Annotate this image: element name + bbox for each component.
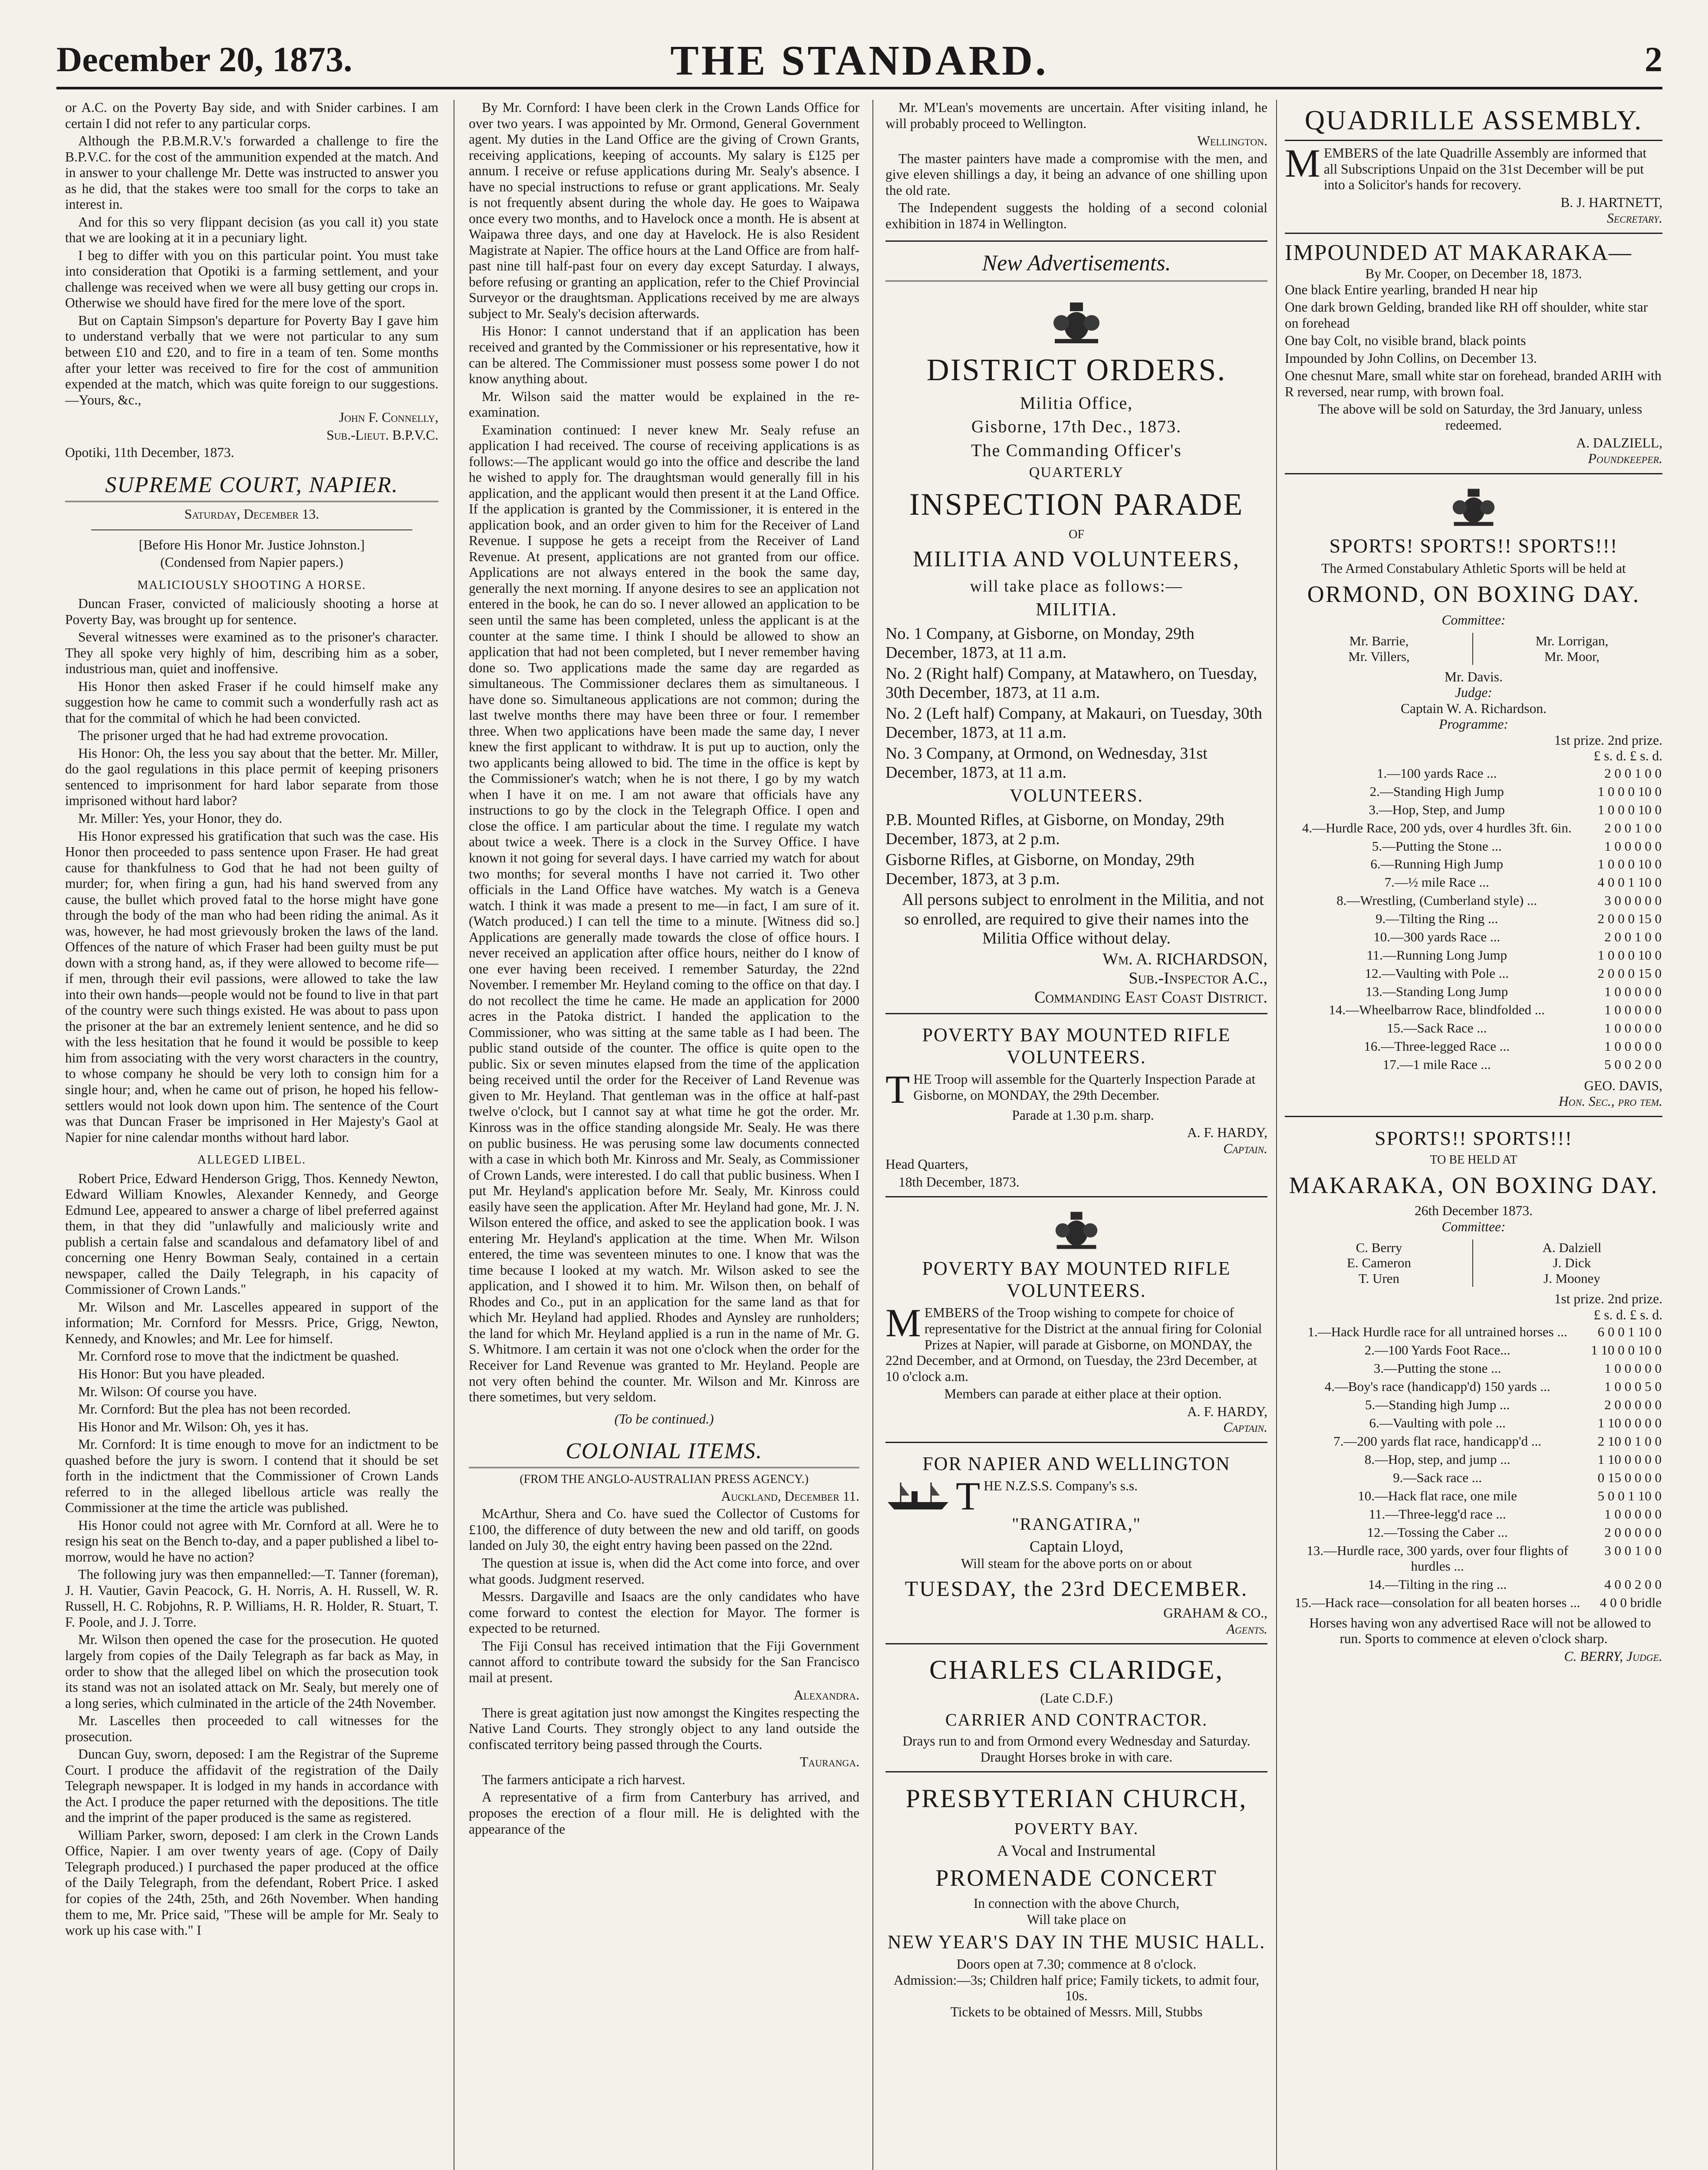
committee-member: J. Mooney [1543, 1271, 1600, 1286]
admission: Admission:—3s; Children half price; Family tickets, to admit four, 10s. [893, 1972, 1260, 2004]
signature: A. DALZIELL, [1576, 435, 1662, 450]
paragraph: Mr. Cornford rose to move that the indictment be quashed. [78, 1348, 399, 1364]
event-prizes: 1 10 0 0 0 0 [1597, 1452, 1662, 1467]
event-name: 13.—Hurdle race, 300 yards, over four flights of hurdles ... [1307, 1542, 1568, 1574]
committee-label: Committee: [1441, 612, 1506, 628]
court-source: (Condensed from Napier papers.) [160, 555, 343, 570]
dateline: Auckland, December 11. [721, 1488, 859, 1504]
event-prizes: 1 10 0 0 10 0 [1591, 1342, 1662, 1358]
event-prizes: 4 0 0 bridle [1599, 1595, 1662, 1610]
event-prizes: 1 0 0 0 0 0 [1604, 1039, 1662, 1054]
paragraph: Mr. Cornford: It is time enough to move for an indictment to be quashed before the jury is sworn. I contend that it should be set forth in the indictment that the Commissioner of Crown Lands referred to in the alleged libellous article was really the Commissioner at the time the article was published. [65, 1437, 438, 1516]
commanding-officer: The Commanding Officer's [971, 440, 1182, 460]
steamer-captain: Captain Lloyd, [1030, 1537, 1123, 1555]
committee-member: Mr. Lorrigan, [1535, 633, 1609, 648]
volunteers-heading: VOLUNTEERS. [1010, 786, 1143, 806]
event-prizes: 5 0 0 2 0 0 [1604, 1056, 1662, 1072]
event-prizes: 4 0 0 1 10 0 [1597, 875, 1662, 890]
event-prizes: 2 0 0 0 15 0 [1597, 911, 1662, 927]
signature-title: Hon. Sec., pro tem. [1558, 1094, 1662, 1109]
event-prizes: 1 0 0 0 10 0 [1597, 783, 1662, 799]
paragraph: A representative of a firm from Canterbury has arrived, and proposes the erection of a flour mill. He is delighted with the appearance of the [469, 1789, 859, 1837]
column-2 [469, 100, 859, 2170]
event-prizes: 6 0 0 1 10 0 [1597, 1324, 1662, 1340]
event-prizes: 1 0 0 0 0 0 [1604, 1506, 1662, 1522]
issue-date: December 20, 1873. [56, 39, 352, 79]
event-name: 14.—Tilting in the ring ... [1368, 1576, 1507, 1592]
royal-crest-icon [1450, 486, 1497, 529]
committee-member: C. Berry [1356, 1240, 1402, 1255]
event-prizes: 2 0 0 0 15 0 [1597, 966, 1662, 981]
dateline: Opotiki, 11th December, 1873. [65, 445, 234, 460]
parade-time: Parade at 1.30 p.m. sharp. [1012, 1107, 1154, 1123]
quarterly-label: QUARTERLY [1029, 464, 1124, 481]
event-prizes: 2 0 0 1 0 0 [1604, 765, 1662, 781]
column-rule [872, 100, 873, 2170]
masthead [56, 35, 1662, 89]
committee-list [1285, 1239, 1662, 1288]
page-number: 2 [1645, 39, 1662, 79]
event-name: 11.—Three-legg'd race ... [1369, 1506, 1506, 1522]
news-source: (FROM THE ANGLO-AUSTRALIAN PRESS AGENCY.) [520, 1473, 809, 1486]
event-name: 1.—Hack Hurdle race for all untrained horses ... [1307, 1324, 1567, 1340]
ad-steamer [885, 1442, 1267, 1637]
presbyterian-title: PRESBYTERIAN CHURCH, [905, 1784, 1247, 1813]
programme-row [1285, 1542, 1662, 1575]
event-name: 4.—Hurdle Race, 200 yds, over 4 hurdles 3ft. 6in. [1302, 820, 1572, 835]
militia-company: No. 2 (Right half) Company, at Matawhero, on Tuesday, 30th December, 1873, at 11 a.m. [885, 664, 1257, 702]
poverty-bay-label: POVERTY BAY. [1014, 1819, 1139, 1838]
makaraka-boxing-day: MAKARAKA, ON BOXING DAY. [1289, 1172, 1659, 1198]
quadrille-title: QUADRILLE ASSEMBLY. [1285, 104, 1662, 141]
programme-row [1285, 837, 1662, 855]
programme-row [1285, 964, 1662, 983]
event-name: 7.—200 yards flat race, handicapp'd ... [1333, 1434, 1542, 1449]
militia-volunteers-title: MILITIA AND VOLUNTEERS, [912, 546, 1241, 572]
will-take-place: will take place as follows:— [970, 577, 1183, 595]
steamer-name: "RANGATIRA," [1012, 1514, 1141, 1534]
section-title-colonial-items: COLONIAL ITEMS. [469, 1438, 859, 1468]
dateline: Tauranga. [800, 1754, 859, 1770]
programme-row [1285, 1359, 1662, 1378]
ad-claridge [885, 1643, 1267, 1765]
section-title-supreme-court: SUPREME COURT, NAPIER. [65, 472, 438, 502]
quadrille-notice: EMBERS of the late Quadrille Assembly are informed that all Subscriptions Unpaid on the 31st December will be put into a Solicitor's hands for recovery. [1323, 145, 1647, 193]
programme-row [1285, 891, 1662, 910]
event-prizes: 1 0 0 0 0 0 [1604, 984, 1662, 1000]
militia-office: Militia Office, [1020, 393, 1133, 413]
prize-units: £ s. d. £ s. d. [1593, 1307, 1662, 1322]
claridge-late: (Late C.D.F.) [1040, 1690, 1113, 1706]
pbmr-option: Members can parade at either place at their option. [944, 1386, 1222, 1402]
signature: C. BERRY, Judge. [1564, 1648, 1662, 1664]
event-prizes: 1 0 0 0 0 0 [1604, 838, 1662, 854]
event-prizes: 2 0 0 1 0 0 [1604, 929, 1662, 945]
paragraph: His Honor expressed his gratification that such was the case. His Honor then proceeded to pass sentence upon Fraser. He had great cause for thankfulness to God that he had not been guilty of murder; for, when firing a gun, had his hand swerved from any cause, the bullet which proved fatal to the horse might have gone through the body of the man who had been riding the animal. As it was, however, he had most grievously broken the laws of the land. Offences of the nature of which Fraser had been guilty must be put down with a strong hand, as, if they were allowed to become rife—if men, through their evil passions, were allowed to take the law into their own hands—people would not be found to live in that part of the country were such things existed. He was about to pass upon the prisoner at the bar an extremely lenient sentence, and he did so with the less hesitation that he found it would be possible to keep him from associating with the very worst characters in the country, to whose company he should be very loth to consign him for a single hour; and, when he came out of prison, he hoped his fellow-settlers would not look down upon him. The sentence of the Court was that Duncan Fraser be imprisoned in Her Majesty's Gaol at Napier for nine calendar months without hard labor. [65, 828, 438, 1145]
prize-header: 1st prize. 2nd prize. [1554, 1291, 1662, 1307]
sports-title: SPORTS!! SPORTS!!! [1374, 1127, 1573, 1149]
paragraph: The farmers anticipate a rich harvest. [482, 1772, 685, 1787]
programme-row [1285, 1019, 1662, 1037]
will-take-place-on: Will take place on [1027, 1911, 1126, 1927]
event-name: 2.—Standing High Jump [1369, 783, 1504, 799]
signature-title: Commanding East Coast District. [1034, 988, 1267, 1006]
programme-row [1285, 1469, 1662, 1487]
connection-label: In connection with the above Church, [973, 1896, 1180, 1911]
event-prizes: 3 0 0 0 0 0 [1604, 893, 1662, 908]
claridge-title: CHARLES CLARIDGE, [929, 1655, 1224, 1685]
paragraph: I beg to differ with you on this particular point. You must take into consideration that Opotiki is a farming settlement, and your challenge was received when we were all busy getting our crops in. Otherwise we should have fired for the mere love of the sport. [65, 247, 438, 311]
event-name: 9.—Sack race ... [1393, 1470, 1482, 1486]
drays-notice: Drays run to and from Ormond every Wednesday and Saturday. [902, 1733, 1251, 1749]
programme-row [1285, 1037, 1662, 1055]
paragraph: Messrs. Dargaville and Isaacs are the only candidates who have come forward to contest the election for Mayor. The former is expected to be returned. [469, 1589, 859, 1636]
pbmr-notice: EMBERS of the Troop wishing to compete for choice of representative for the District at the annual firing for Colonial Prizes at Napier, will parade at Gisborne, on MONDAY, the 22nd December, and at Ormond, on Tuesday, the 23rd December, at 10 o'clock a.m. [885, 1305, 1262, 1384]
militia-date: Gisborne, 17th Dec., 1873. [971, 417, 1182, 437]
event-prizes: 2 10 0 1 0 0 [1597, 1434, 1662, 1449]
drop-cap: T [956, 1473, 981, 1518]
judge-label: Judge: [1455, 685, 1492, 700]
steamer-company: HE N.Z.S.S. Company's s.s. [984, 1478, 1138, 1493]
programme-row [1285, 1487, 1662, 1505]
committee-label: Committee: [1441, 1219, 1506, 1234]
paragraph: Examination continued: I never knew Mr. Sealy refuse an application I had received. The course of receiving applications is as follows:—The applicant would go into the office and describe the land he wished to apply for. The draughtsman would generally fill in his application, and the applicant would then present it at the Land Office. If the application is granted by the Commissioner, it is entered in the application book, and an order given to him for the Receiver of Land Revenue. I suppose he gets a receipt from the Receiver of Land Revenue. At present, applications are not granted from our office. Applications are not always entered in the book the same day, generally the next morning. If anyone desires to see an application not entered in the book, he can do so. I never allowed an application to be seen until the same has been completed, unless the applicant is at the counter at the same time. I think I should be allowed to show an application that had not been completed, but I never remember having done so. Two applications made the same day are regarded as simultaneous. The Commissioner declares them as simultaneous. I have done so. Simultaneous applications are not common; during the last twelve months there may have been three or four. I remember three. When two applications have been made the same day, I never knew the first applicant to withdraw. It is put up to auction, only the two applicants being allowed to bid. The time in the office is kept by the Commissioner's watch; when he is not there, I go by my watch when I have it on me. I am not aware that officials have any instructions to go by the clock in the Telegraph Office. I open and close the office. I am particular about the time. I regulate my watch about twice a week. There is a clock in the Survey Office. I have known it not going for several days. I have carried my watch for about two months; for several months I have not carried it. Two other officials in the Land Office have watches. My watch is a Geneva watch. I think it was made a present to me—in fact, I am sure of it. (Watch produced.) I can tell the time to a minute. [Witness did so.] Applications are generally made towards the close of office hours. I never received an application after office hours, neither do I know of one ever having been received. I remember Saturday, the 22nd November. I remember Mr. Heyland coming to the office on that day. I do not recollect the time he came. He made an application for 2000 acres in the Patoka district. I handed the application to the Commissioner, who was sitting at the same table as I had been. The public stand outside of the counter. The office is quite open to the public. Six or seven minutes elapsed from the time of the application being received until the order for the Receiver of Land Revenue was given to Mr. Heyland. That gentleman was in the office at half-past twelve o'clock, but I cannot say at what time he got the order. Mr. Kinross was in the office standing alongside Mr. Sealy. He was there on public business. He was perusing some law documents connected with a case in which both Mr. Kinross and Mr. Sealy, as Commissioner of Crown Lands, were interested. I do call that public business. When I put Mr. Heyland's application before Mr. Sealy, Mr. Kinross could easily have seen the application. After Mr. Heyland had gone, Mr. J. N. Wilson entered the office, and asked to see the application book. I was entering Mr. Heyland's application at the time. When Mr. Wilson entered, the time was seventeen minutes to one. I know that was the time because I looked at my watch. Mr. Wilson asked to see the application, and I showed it to him. Mr. Wilson then, on behalf of Rhodes and Co., put in an application for the same land as that for which Mr. Heyland had applied. Rhodes and Aynsley are runholders; the land for which Mr. Heyland applied is a run in the name of Mr. G. S. Whitmore. I am certain it was not one o'clock when the order for the Receiver for Land Revenue was granted to Mr. Heyland. People are not very often behind the counter. Mr. Wilson and Mr. Kinross are there sometimes, but very seldom. [469, 422, 859, 1405]
paragraph: or A.C. on the Poverty Bay side, and with Snider carbines. I am certain I did not refer to any particular corps. [65, 100, 438, 131]
volunteer-unit: Gisborne Rifles, at Gisborne, on Monday, 29th December, 1873, at 3 p.m. [885, 851, 1195, 888]
judge-name: Captain W. A. Richardson. [1401, 700, 1547, 716]
paragraph: The master painters have made a compromise with the men, and give eleven shillings a day, it being an advance of one shilling upon the old rate. [885, 151, 1267, 198]
programme-row [1285, 764, 1662, 783]
paragraph: And for this so very flippant decision (as you call it) you state that we are looking at it in a pecuniary light. [65, 214, 438, 246]
paragraph: By Mr. Cornford: I have been clerk in the Crown Lands Office for over two years. I was appointed by Mr. Ormond, General Government agent. My duties in the Land Office are the giving of Crown Grants, receiving applications, keeping of accounts. My salary is £125 per annum. I receive or refuse applications during Mr. Sealy's absence. I have no special instructions to refuse or grant applications. Mr. Sealy is not frequently absent during the whole day. He goes to Waipawa once every two months, and to Havelock once a month. He is absent at Waipawa three days, and one day at Havelock. He is also Resident Magistrate at Napier. The office hours at the Land Office are from half-past nine till half-past four on every day except Saturday. I always, before refusing or granting an application, refer to the Chief Provincial Surveyor or the draughtsman. Applications received by me are always subject to Mr. Sealy's decision afterwards. [469, 100, 859, 321]
event-name: 10.—Hack flat race, one mile [1358, 1488, 1517, 1503]
volunteer-unit: P.B. Mounted Rifles, at Gisborne, on Monday, 29th December, 1873, at 2 p.m. [885, 811, 1224, 848]
programme-row [1285, 855, 1662, 873]
column-4 [1285, 100, 1662, 2170]
programme-row [1285, 1001, 1662, 1019]
event-name: 9.—Tilting the Ring ... [1376, 911, 1498, 927]
event-prizes: 1 0 0 0 0 0 [1604, 1361, 1662, 1376]
ad-ormond-sports [1285, 473, 1662, 1110]
paragraph: Mr. Lascelles then proceeded to call witnesses for the prosecution. [65, 1713, 438, 1744]
prize-units: £ s. d. £ s. d. [1593, 748, 1662, 764]
drop-cap: P [935, 1864, 950, 1891]
dateline: Wellington. [1197, 133, 1267, 149]
event-prizes: 4 0 0 2 0 0 [1604, 1576, 1662, 1592]
event-name: 16.—Three-legged Race ... [1364, 1039, 1510, 1054]
impounded-animal: One dark brown Gelding, branded like RH off shoulder, white star on forehead [1285, 299, 1648, 331]
militia-company: No. 1 Company, at Gisborne, on Monday, 29th December, 1873, at 11 a.m. [885, 624, 1195, 662]
signature-title: Poundkeeper. [1588, 451, 1662, 467]
drop-cap: T [885, 1067, 910, 1111]
paragraph: The prisoner urged that he had had extreme provocation. [78, 728, 388, 743]
divider [91, 529, 412, 530]
drop-cap: M [885, 1301, 921, 1345]
programme-table [1285, 1323, 1662, 1611]
event-name: 4.—Boy's race (handicapp'd) 150 yards ... [1324, 1379, 1550, 1394]
ad-pbmr-parade [885, 1013, 1267, 1190]
steamship-icon [885, 1478, 951, 1513]
event-name: 1.—100 yards Race ... [1377, 765, 1497, 781]
committee-member: Mr. Villers, [1348, 648, 1410, 664]
court-judge: [Before His Honor Mr. Justice Johnston.] [138, 537, 365, 552]
paragraph: McArthur, Shera and Co. have sued the Collector of Customs for £100, the difference of duty between the new and old tariff, on goods landed on July 30, the eight entry having been passed on the 22nd. [469, 1506, 859, 1553]
divider [885, 240, 1267, 242]
signature: B. J. HARTNETT, [1560, 194, 1662, 210]
ad-makaraka-sports [1285, 1116, 1662, 1664]
enrolment-notice: All persons subject to enrolment in the Militia, and not so enrolled, are required to give their names into the Militia Office without delay. [902, 891, 1264, 947]
event-name: 13.—Standing Long Jump [1366, 984, 1508, 1000]
event-name: 12.—Tossing the Caber ... [1367, 1524, 1508, 1540]
steamer-title: FOR NAPIER AND WELLINGTON [922, 1453, 1231, 1474]
of-label: OF [1069, 528, 1084, 542]
paragraph: Several witnesses were examined as to the prisoner's character. They all spoke very highly of him, describing him as a sober, industrious man, quiet and inoffensive. [65, 629, 438, 677]
sale-notice: The above will be sold on Saturday, the 3rd January, unless redeemed. [1318, 401, 1642, 433]
impounded-animal: One black Entire yearling, branded H near hip [1285, 282, 1538, 297]
committee-member: A. Dalziell [1542, 1240, 1602, 1255]
paragraph: His Honor and Mr. Wilson: Oh, yes it has. [78, 1419, 309, 1434]
new-advertisements-heading: New Advertisements. [885, 250, 1267, 281]
event-prizes: 2 0 0 0 0 0 [1604, 1397, 1662, 1413]
committee-member: Mr. Moor, [1544, 648, 1600, 664]
programme-row [1285, 1594, 1662, 1612]
column-3 [885, 100, 1267, 2170]
programme-row [1285, 910, 1662, 928]
event-name: 7.—½ mile Race ... [1384, 875, 1489, 890]
head-quarters: Head Quarters, [885, 1157, 968, 1172]
pbmr-title: POVERTY BAY MOUNTED RIFLE VOLUNTEERS. [922, 1024, 1231, 1068]
programme-row [1285, 1341, 1662, 1359]
impounded-title: MPOUNDED AT MAKARAKA— [1293, 240, 1632, 265]
paragraph: Although the P.B.M.R.V.'s forwarded a challenge to fire the B.P.V.C. for the cost of the ammunition expended at the match. And in answer to your challenge Mr. Dette was instructed to answer you as he did, that the stakes were too small for the corps to take an interest in. [65, 133, 438, 212]
programme-row [1285, 1323, 1662, 1341]
paragraph: The following jury was then empannelled:—T. Tanner (foreman), J. H. Vautier, Gavin Peacock, G. H. Norris, A. H. Russell, W. R. Russell, H. C. Robjohns, R. P. Williams, H. R. Holder, R. Stuart, T. F. Poole, and J. J. Torre. [65, 1567, 438, 1630]
tickets-notice: Tickets to be obtained of Messrs. Mill, Stubbs [950, 2004, 1203, 2019]
paragraph: Mr. Wilson and Mr. Lascelles appeared in support of the information; Mr. Cornford for Messrs. Price, Grigg, Newton, Kennedy, and Knowles; and Mr. Lee for himself. [65, 1299, 438, 1346]
committee-member: Mr. Davis. [1445, 669, 1503, 684]
drop-cap: I [1285, 240, 1293, 265]
event-prizes: 1 10 0 0 0 0 [1597, 1415, 1662, 1431]
impounded-by: By Mr. Cooper, on December 18, 1873. [1365, 266, 1582, 282]
new-year-title: NEW YEAR'S DAY IN THE MUSIC HALL. [887, 1931, 1266, 1953]
programme-row [1285, 1505, 1662, 1523]
paragraph: The Independent suggests the holding of a second colonial exhibition in 1874 in Wellington. [885, 200, 1267, 231]
dateline: Alexandra. [793, 1687, 859, 1703]
signature: John F. Connelly, [339, 410, 438, 425]
programme-row [1285, 1450, 1662, 1469]
event-name: 10.—300 yards Race ... [1373, 929, 1501, 945]
sports-title: SPORTS! SPORTS!! SPORTS!!! [1329, 534, 1618, 557]
paragraph: Mr. M'Lean's movements are uncertain. After visiting inland, he will probably proceed to Wellington. [885, 100, 1267, 131]
pbmr-notice: HE Troop will assemble for the Quarterly Inspection Parade at Gisborne, on MONDAY, the 29th December. [913, 1071, 1256, 1103]
column-rule [1276, 100, 1277, 2170]
ad-presbyterian-concert [885, 1771, 1267, 2020]
paragraph: Robert Price, Edward Henderson Grigg, Thos. Kennedy Newton, Edward William Knowles, Alexander Kennedy, and George Edmund Lee, appeared to answer a charge of libel preferred against them, in that they did "unlawfully and maliciously write and publish a certain false and scandalous and defamatory libel of and concerning one Henry Bowman Sealy, contained in a certain newspaper, called the Daily Telegraph, in his capacity of Commissioner of Crown Lands." [65, 1170, 438, 1297]
event-prizes: 1 0 0 0 10 0 [1597, 802, 1662, 817]
paragraph: His Honor: I cannot understand that if an application has been received and granted by the Commissioner or his representative, how it can be altered. The Commissioner must possess some power I do not know anything about. [469, 323, 859, 387]
paragraph: The question at issue is, when did the Act come into force, and over what goods. Judgment reserved. [469, 1555, 859, 1587]
event-name: 14.—Wheelbarrow Race, blindfolded ... [1329, 1002, 1545, 1018]
event-prizes: 2 0 0 1 0 0 [1604, 820, 1662, 835]
event-prizes: 3 0 0 1 0 0 [1604, 1542, 1662, 1558]
paragraph: Mr. Miller: Yes, your Honor, they do. [78, 810, 283, 826]
horses-notice: Draught Horses broke in with care. [980, 1749, 1173, 1765]
pbmr-title: POVERTY BAY MOUNTED RIFLE VOLUNTEERS. [922, 1258, 1231, 1302]
event-prizes: 1 0 0 0 10 0 [1597, 947, 1662, 963]
programme-row [1285, 1414, 1662, 1432]
steamer-notice: Will steam for the above ports on or about [961, 1555, 1192, 1571]
ad-pbmr-prizes [885, 1196, 1267, 1435]
signature-title: Captain. [1223, 1420, 1267, 1435]
event-name: 3.—Hop, Step, and Jump [1369, 802, 1505, 817]
event-name: 11.—Running Long Jump [1366, 947, 1507, 963]
programme-row [1285, 1432, 1662, 1450]
programme-table [1285, 764, 1662, 1074]
paragraph: William Parker, sworn, deposed: I am clerk in the Crown Lands Office, Napier. I am over twenty years of age. (Copy of Daily Telegraph produced.) I purchased the paper produced at the office of the Daily Telegraph, from the defendant, Robert Price. I asked for copies of the 24th, 25th, and 26th November. When handing them to me, Mr. Price said, "These will be ample for Mr. Sealy to work up his case with." I [65, 1827, 438, 1938]
subheading: MALICIOUSLY SHOOTING A HORSE. [137, 578, 366, 592]
prize-header: 1st prize. 2nd prize. [1554, 732, 1662, 748]
programme-row [1285, 1523, 1662, 1542]
paragraph: Mr. Cornford: But the plea has not been recorded. [78, 1401, 351, 1417]
committee-member: E. Cameron [1346, 1255, 1412, 1271]
programme-row [1285, 801, 1662, 819]
programme-row [1285, 873, 1662, 891]
event-name: 6.—Vaulting with pole ... [1369, 1415, 1506, 1431]
programme-row [1285, 783, 1662, 801]
to-be-held: TO BE HELD AT [1430, 1153, 1517, 1167]
paragraph: His Honor then asked Fraser if he could himself make any suggestion how he came to commit such a wonderfully rash act as that for the commital of which he had been convicted. [65, 678, 438, 726]
ad-district-orders [885, 288, 1267, 1007]
signature: A. F. HARDY, [1187, 1404, 1267, 1419]
signature-title: Sub.-Inspector A.C., [1129, 969, 1267, 987]
subheading: ALLEGED LIBEL. [197, 1153, 306, 1167]
militia-company: No. 3 Company, at Ormond, on Wednesday, 31st December, 1873, at 11 a.m. [885, 744, 1208, 782]
committee-list [1285, 632, 1662, 666]
doors-time: Doors open at 7.30; commence at 8 o'clock. [956, 1956, 1197, 1972]
signature: A. F. HARDY, [1187, 1125, 1267, 1141]
armed-constabulary: The Armed Constabulary Athletic Sports will be held at [1321, 560, 1626, 576]
impounded-animal: One chesnut Mare, small white star on forehead, branded ARIH with R reversed, near rump, with brown foal. [1285, 368, 1662, 399]
column-1 [65, 100, 438, 2170]
event-name: 3.—Putting the stone ... [1373, 1361, 1501, 1376]
event-name: 8.—Wrestling, (Cumberland style) ... [1336, 893, 1537, 908]
vocal-label: A Vocal and Instrumental [997, 1841, 1156, 1859]
event-name: 5.—Putting the Stone ... [1372, 838, 1502, 854]
inspection-parade-title: INSPECTION PARADE [909, 487, 1244, 522]
event-name: 12.—Vaulting with Pole ... [1365, 966, 1509, 981]
drop-cap: M [1285, 141, 1320, 186]
continued-note: (To be continued.) [614, 1411, 714, 1427]
signature: GRAHAM & CO., [1163, 1605, 1267, 1621]
event-prizes: 1 0 0 0 0 0 [1604, 1002, 1662, 1018]
ad-impounded [1285, 233, 1662, 467]
royal-crest-icon [1050, 299, 1102, 347]
committee-member: J. Dick [1553, 1255, 1591, 1271]
ormond-boxing-day: ORMOND, ON BOXING DAY. [1307, 581, 1640, 608]
paragraph: Duncan Guy, sworn, deposed: I am the Registrar of the Supreme Court. I produce the affidavit of the registration of the Daily Telegraph newspaper. It is lodged in my hands in accordance with the Act. I produce the paper returned with the depositions. The title and the imprint of the paper produced is the same as registered. [65, 1746, 438, 1825]
militia-company: No. 2 (Left half) Company, at Makauri, on Tuesday, 30th December, 1873, at 11 a.m. [885, 704, 1262, 742]
event-date: 26th December 1873. [1414, 1203, 1533, 1219]
signature: Wm. A. RICHARDSON, [1102, 950, 1267, 968]
royal-crest-icon [1053, 1209, 1100, 1252]
event-prizes: 1 0 0 0 10 0 [1597, 856, 1662, 872]
programme-row [1285, 946, 1662, 964]
paragraph: The Fiji Consul has received intimation that the Fiji Government cannot afford to contribute toward the subsidy for the San Francisco mail at present. [469, 1638, 859, 1685]
paragraph: Mr. Wilson: Of course you have. [78, 1384, 257, 1399]
event-prizes: 1 0 0 0 0 0 [1604, 1020, 1662, 1036]
event-name: 6.—Running High Jump [1370, 856, 1504, 872]
event-name: 17.—1 mile Race ... [1382, 1056, 1491, 1072]
head-quarters-date: 18th December, 1873. [898, 1174, 1020, 1190]
signature-title: Captain. [1223, 1141, 1267, 1156]
horses-note: Horses having won any advertised Race will not be allowed to run. Sports to commence at eleven o'clock sharp. [1309, 1615, 1651, 1647]
newspaper-title: THE STANDARD. [670, 37, 1049, 84]
paragraph: His Honor could not agree with Mr. Cornford at all. Were he to resign his seat on the Bench to-day, and a paper published a libel to-morrow, would he have no action? [65, 1517, 438, 1565]
steamer-date: TUESDAY, the 23rd DECEMBER. [905, 1576, 1248, 1601]
committee-member: Mr. Barrie, [1349, 633, 1409, 648]
signature-title: Sub.-Lieut. B.P.V.C. [326, 427, 438, 443]
event-name: 2.—100 Yards Foot Race... [1364, 1342, 1511, 1358]
event-name: 15.—Hack race—consolation for all beaten horses ... [1294, 1595, 1580, 1610]
paragraph: His Honor: Oh, the less you say about that the better. Mr. Miller, do the gaol regulations in this place permit of keeping prisoners sentenced to imprisonment for hard labor separate from those imprisoned without hard labor? [65, 745, 438, 809]
programme-label: Programme: [1439, 717, 1508, 732]
carrier-title: CARRIER AND CONTRACTOR. [945, 1710, 1208, 1729]
paragraph: Mr. Wilson then opened the case for the prosecution. He quoted largely from copies of the Daily Telegraph as far back as May, in order to show that the alleged libel on which the prosecution took its stand was not an isolated attack on Mr. Sealy, but merely one of a long series, which culminated in the article of the 24th November. [65, 1632, 438, 1711]
programme-row [1285, 1396, 1662, 1414]
impounded-animal: One bay Colt, no visible brand, black points [1285, 333, 1526, 349]
promenade-title: ROMENADE CONCERT [950, 1864, 1218, 1891]
event-name: 15.—Sack Race ... [1386, 1020, 1487, 1036]
programme-row [1285, 1575, 1662, 1594]
paragraph: But on Captain Simpson's departure for Poverty Bay I gave him to understand verbally that we were not particular to any sum between £10 and £20, and to fire in a team of ten. Some months after your letter was received to fire for the cost of ammunition expended at the match, which was quite foreign to our suggestions.—Yours, &c., [65, 312, 438, 408]
paragraph: There is great agitation just now amongst the Kingites respecting the Native Land Courts. They strongly object to any land outside the confiscated territory being passed through the Courts. [469, 1705, 859, 1752]
paragraph: Duncan Fraser, convicted of maliciously shooting a horse at Poverty Bay, was brought up for sentence. [65, 596, 438, 627]
event-prizes: 2 0 0 0 0 0 [1604, 1524, 1662, 1540]
programme-row [1285, 1055, 1662, 1074]
paragraph: His Honor: But you have pleaded. [78, 1366, 265, 1381]
committee-member: T. Uren [1358, 1271, 1400, 1286]
event-name: 5.—Standing high Jump ... [1365, 1397, 1510, 1413]
programme-row [1285, 1378, 1662, 1396]
event-prizes: 5 0 0 1 10 0 [1597, 1488, 1662, 1503]
signature-title: Secretary. [1607, 210, 1662, 226]
event-name: 8.—Hop, step, and jump ... [1364, 1452, 1511, 1467]
programme-row [1285, 983, 1662, 1001]
signature: GEO. DAVIS, [1584, 1078, 1662, 1093]
district-orders-title: DISTRICT ORDERS. [926, 352, 1227, 387]
event-prizes: 0 15 0 0 0 0 [1597, 1470, 1662, 1486]
programme-row [1285, 819, 1662, 837]
court-date: Saturday, December 13. [184, 506, 319, 522]
paragraph: Mr. Wilson said the matter would be explained in the re-examination. [469, 388, 859, 420]
programme-row [1285, 928, 1662, 946]
signature-title: Agents. [1226, 1621, 1267, 1637]
impounded-by: Impounded by John Collins, on December 13. [1285, 350, 1537, 366]
event-prizes: 1 0 0 0 5 0 [1604, 1379, 1662, 1394]
militia-heading: MILITIA. [1036, 600, 1117, 620]
